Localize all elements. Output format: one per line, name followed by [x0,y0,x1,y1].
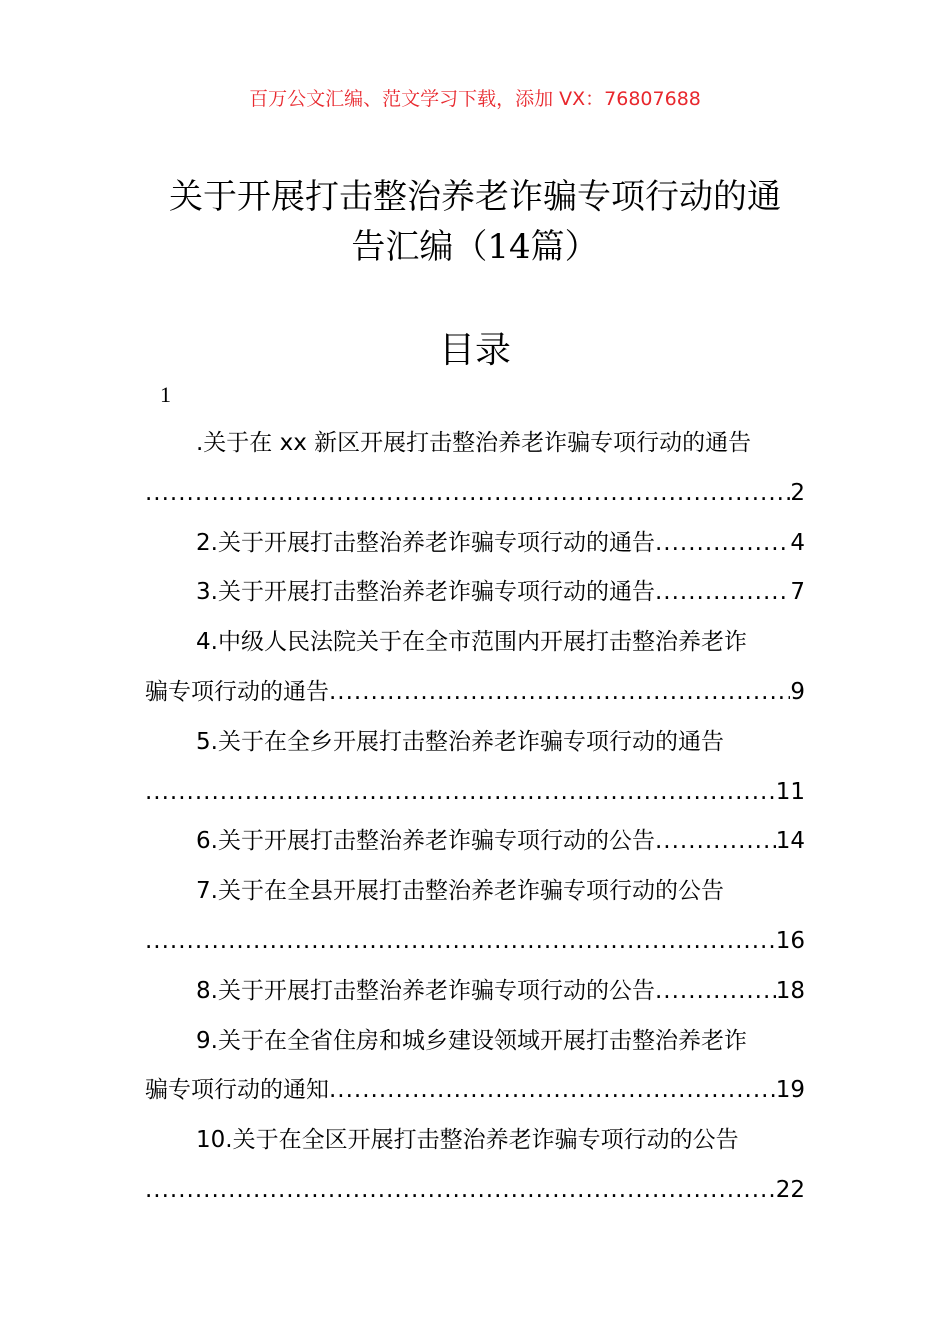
toc-entry-text: 10.关于在全区开展打击整治养老诈骗专项行动的公告 [196,1127,739,1154]
toc-page-number: 2 [790,479,805,506]
toc-entry-text: 5.关于在全乡开展打击整治养老诈骗专项行动的通告 [196,728,724,755]
toc-page-number: 19 [775,1077,805,1104]
toc-entry-line[interactable] [145,917,805,967]
toc-entry-line[interactable] [145,1066,805,1116]
toc-page-number: 7 [790,579,805,606]
toc-entry-line[interactable] [145,768,805,818]
toc-entry-line[interactable] [145,1017,805,1067]
toc-entry-text: 9.关于在全省住房和城乡建设领域开展打击整治养老诈 [196,1027,747,1054]
toc-entry-line[interactable] [145,1166,805,1216]
title-count: 14 [487,227,531,267]
toc-page-number: 14 [775,828,805,855]
toc-entry-line[interactable] [145,668,805,718]
toc-entry-text: 3.关于开展打击整治养老诈骗专项行动的通告 [196,579,655,606]
dot-leader [145,469,790,519]
toc-entry-line[interactable] [145,967,805,1017]
toc-entry-text: 4.中级人民法院关于在全市范围内开展打击整治养老诈 [196,629,747,656]
title-text: 告汇编（ [351,227,488,267]
dot-leader [329,668,790,718]
title-text: 篇） [530,227,599,267]
toc-page-number: 22 [775,1176,805,1203]
dot-leader [655,568,790,618]
toc-entry-line[interactable] [145,419,805,469]
toc-entry-text: 骗专项行动的通告 [145,678,329,705]
table-of-contents [145,419,805,1216]
toc-page-number: 11 [775,778,805,805]
document-title [140,172,810,272]
toc-page-number: 16 [775,927,805,954]
toc-entry-line[interactable] [145,519,805,569]
title-line-2 [140,222,810,272]
toc-entry-number: 1 [160,382,171,407]
toc-page-number: 4 [790,529,805,556]
toc-entry-text: 骗专项行动的通知 [145,1077,329,1104]
toc-page-number: 18 [775,977,805,1004]
dot-leader [329,1066,776,1116]
toc-entry-text: 7.关于在全县开展打击整治养老诈骗专项行动的公告 [196,878,724,905]
toc-entry-text: 6.关于开展打击整治养老诈骗专项行动的公告 [196,828,655,855]
toc-entry-line[interactable] [145,817,805,867]
toc-entry-line[interactable] [145,469,805,519]
toc-entry-line[interactable] [145,618,805,668]
toc-entry-text: 8.关于开展打击整治养老诈骗专项行动的公告 [196,977,655,1004]
toc-entry-line[interactable] [145,568,805,618]
toc-entry-text: 2.关于开展打击整治养老诈骗专项行动的通告 [196,529,655,556]
toc-entry-line[interactable] [145,1116,805,1166]
toc-heading: 目录 [438,330,511,371]
toc-entry-line[interactable] [145,718,805,768]
dot-leader [655,967,776,1017]
dot-leader [145,917,776,967]
dot-leader [145,1166,776,1216]
dot-leader [655,519,790,569]
dot-leader [145,768,776,818]
title-line-1: 关于开展打击整治养老诈骗专项行动的通 [169,177,781,217]
watermark-banner: 百万公文汇编、范文学习下载，添加 VX：76807688 [249,88,701,110]
toc-page-number: 9 [790,678,805,705]
toc-entry-line[interactable] [145,867,805,917]
toc-entry-text: .关于在 xx 新区开展打击整治养老诈骗专项行动的通告 [196,430,752,456]
dot-leader [655,817,776,867]
